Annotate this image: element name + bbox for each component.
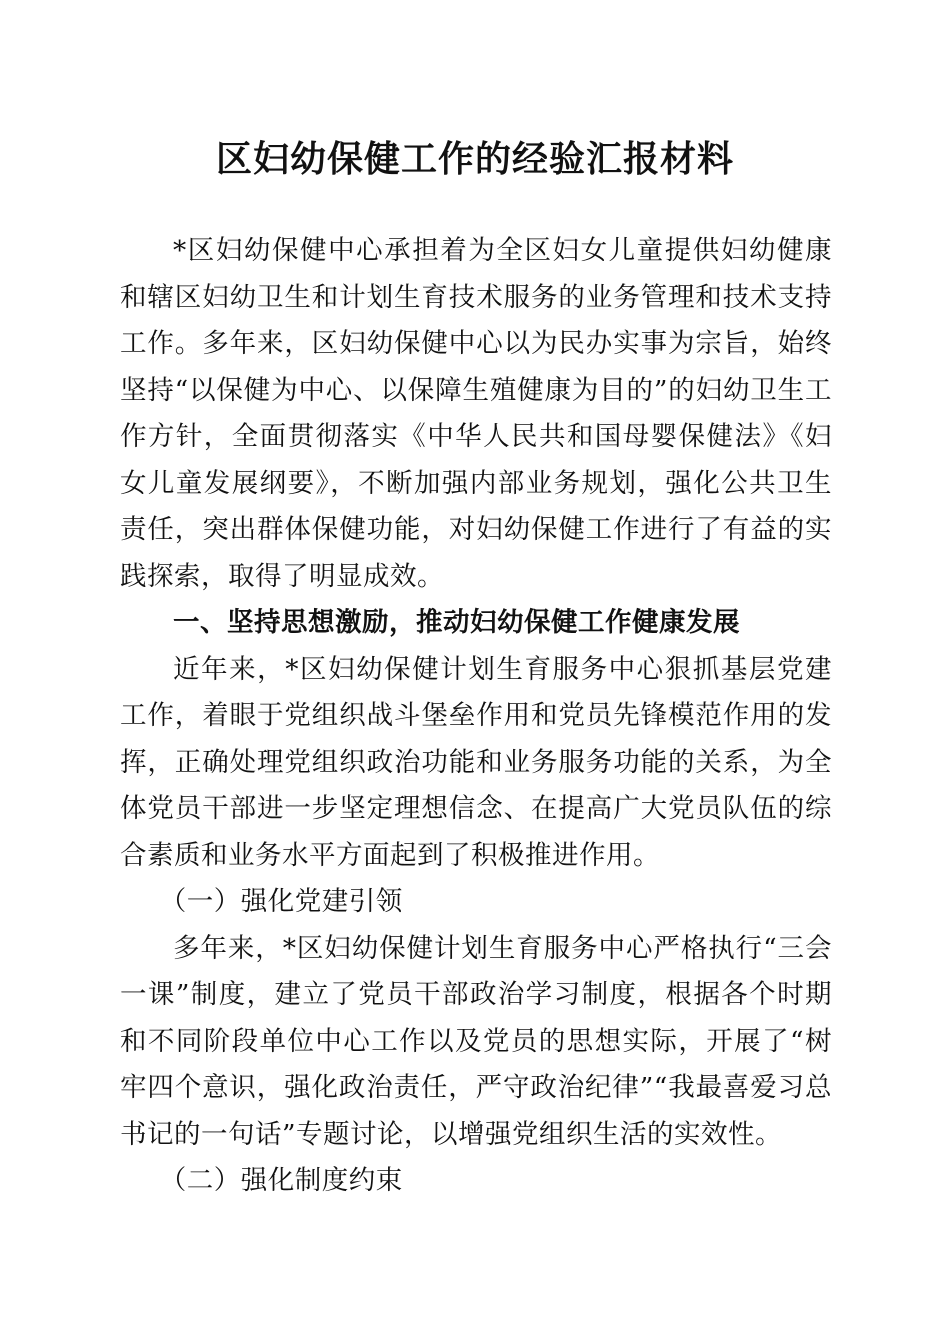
- intro-paragraph: *区妇幼保健中心承担着为全区妇女儿童提供妇幼健康和辖区妇幼卫生和计划生育技术服务的业务管理和技术支持工作。多年来，区妇幼保健中心以为民办实事为宗旨，始终坚持“以保健为中心、以保障生殖健康为目的”的妇幼卫生工作方针，全面贯彻落实《中华人民共和国母婴保健法》《妇女儿童发展纲要》，不断加强内部业务规划，强化公共卫生责任，突出群体保健功能，对妇幼保健工作进行了有益的实践探索，取得了明显成效。: [120, 235, 832, 592]
- document-body: [120, 228, 832, 1205]
- subsection-2-heading: （二）强化制度约束: [159, 1165, 403, 1196]
- document-title: 区妇幼保健工作的经验汇报材料: [215, 138, 734, 180]
- section-1-heading: 一、坚持思想激励，推动妇幼保健工作健康发展: [173, 607, 740, 638]
- subsection-1-paragraph: 多年来，*区妇幼保健计划生育服务中心严格执行“三会一课”制度，建立了党员干部政治学习制度，根据各个时期和不同阶段单位中心工作以及党员的思想实际，开展了“树牢四个意识，强化政治责任，严守政治纪律”“我最喜爱习总书记的一句话”专题讨论，以增强党组织生活的实效性。: [120, 932, 832, 1150]
- section-1-paragraph: 近年来，*区妇幼保健计划生育服务中心狠抓基层党建工作，着眼于党组织战斗堡垒作用和党员先锋模范作用的发挥，正确处理党组织政治功能和业务服务功能的关系，为全体党员干部进一步坚定理想信念、在提高广大党员队伍的综合素质和业务水平方面起到了积极推进作用。: [120, 653, 832, 871]
- subsection-1-heading: （一）强化党建引领: [159, 886, 403, 917]
